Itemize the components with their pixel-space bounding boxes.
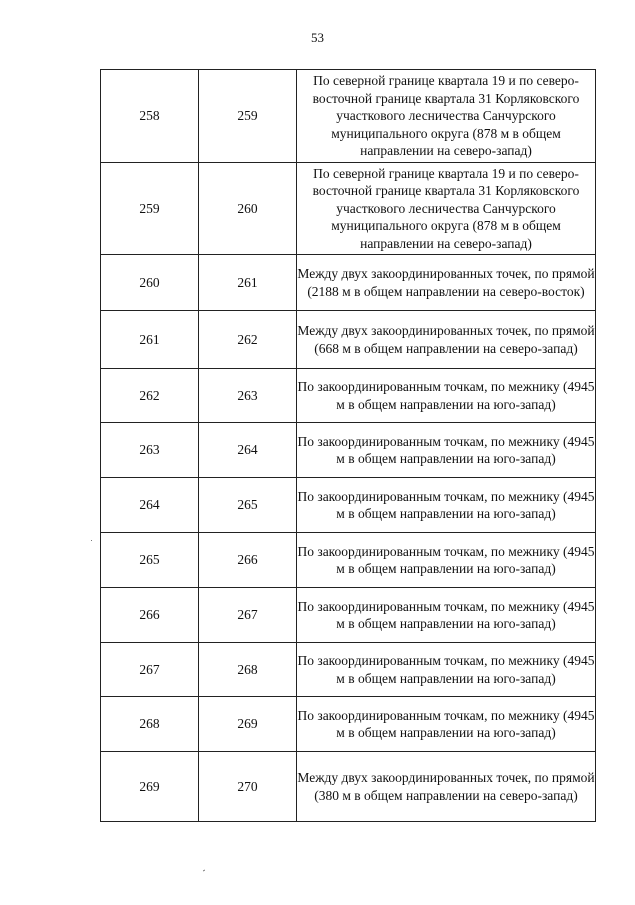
point-to-cell: 266 (199, 533, 297, 588)
table-row (101, 478, 596, 533)
boundary-description-cell: Между двух закоординированных точек, по прямой (380 м в общем направлении на северо-запад) (297, 752, 596, 822)
point-to-cell: 260 (199, 163, 297, 255)
point-from-cell: 263 (101, 423, 199, 478)
table-row (101, 369, 596, 423)
point-to-cell: 267 (199, 588, 297, 643)
boundary-description-cell: По закоординированным точкам, по межнику (4945 м в общем направлении на юго-запад) (297, 643, 596, 697)
point-to-cell: 269 (199, 697, 297, 752)
point-from-cell: 259 (101, 163, 199, 255)
boundary-description-cell: По северной границе квартала 19 и по северо-восточной границе квартала 31 Корляковского участкового лесничества Санчурского муниципального округа (878 м в общем направлении на северо-запад) (297, 163, 596, 255)
table-row (101, 423, 596, 478)
boundary-description-cell: Между двух закоординированных точек, по прямой (2188 м в общем направлении на северо-восток) (297, 255, 596, 311)
boundary-description-cell: По закоординированным точкам, по межнику (4945 м в общем направлении на юго-запад) (297, 478, 596, 533)
boundary-description-cell: По закоординированным точкам, по межнику (4945 м в общем направлении на юго-запад) (297, 423, 596, 478)
boundary-description-cell: По закоординированным точкам, по межнику (4945 м в общем направлении на юго-запад) (297, 588, 596, 643)
point-from-cell: 265 (101, 533, 199, 588)
point-from-cell: 261 (101, 311, 199, 369)
point-to-cell: 263 (199, 369, 297, 423)
point-from-cell: 269 (101, 752, 199, 822)
point-from-cell: 268 (101, 697, 199, 752)
table-row (101, 163, 596, 255)
table-row (101, 70, 596, 163)
point-from-cell: 266 (101, 588, 199, 643)
point-to-cell: 270 (199, 752, 297, 822)
table-row (101, 588, 596, 643)
table-row (101, 533, 596, 588)
point-from-cell: 264 (101, 478, 199, 533)
boundary-description-cell: По северной границе квартала 19 и по северо-восточной границе квартала 31 Корляковского участкового лесничества Санчурского муниципального округа (878 м в общем направлении на северо-запад) (297, 70, 596, 163)
point-to-cell: 268 (199, 643, 297, 697)
scan-speck (91, 540, 92, 541)
boundary-description-cell: По закоординированным точкам, по межнику (4945 м в общем направлении на юго-запад) (297, 697, 596, 752)
point-to-cell: 261 (199, 255, 297, 311)
table-row (101, 255, 596, 311)
table-row (101, 643, 596, 697)
point-to-cell: 262 (199, 311, 297, 369)
table-row (101, 697, 596, 752)
point-to-cell: 264 (199, 423, 297, 478)
point-to-cell: 259 (199, 70, 297, 163)
boundary-description-cell: По закоординированным точкам, по межнику (4945 м в общем направлении на юго-запад) (297, 533, 596, 588)
point-from-cell: 258 (101, 70, 199, 163)
page-number: 53 (311, 30, 324, 45)
point-to-cell: 265 (199, 478, 297, 533)
boundary-table (100, 69, 596, 822)
table-row (101, 752, 596, 822)
point-from-cell: 262 (101, 369, 199, 423)
boundary-description-cell: По закоординированным точкам, по межнику (4945 м в общем направлении на юго-запад) (297, 369, 596, 423)
point-from-cell: 260 (101, 255, 199, 311)
boundary-description-cell: Между двух закоординированных точек, по прямой (668 м в общем направлении на северо-запад) (297, 311, 596, 369)
point-from-cell: 267 (101, 643, 199, 697)
table-row (101, 311, 596, 369)
boundary-table-body (101, 70, 596, 822)
scan-speck (203, 870, 205, 872)
